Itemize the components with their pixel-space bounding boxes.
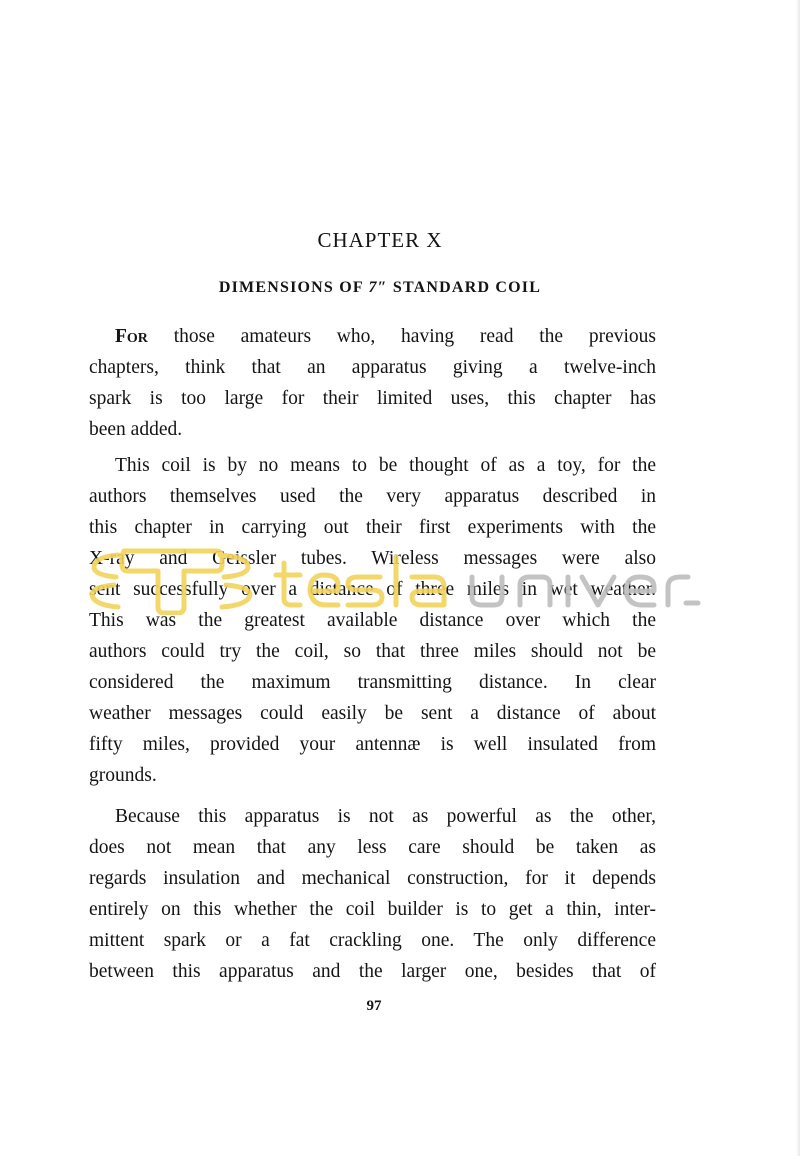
text-line: between this apparatus and the larger one, besides that of: [89, 961, 656, 982]
text-line: grounds.: [89, 765, 157, 786]
text-line: This coil is by no means to be thought of as a toy, for the: [115, 455, 656, 476]
paragraph-3: [89, 801, 656, 987]
text-line: does not mean that any less care should be taken as: [89, 837, 656, 858]
text-line: chapters, think that an apparatus giving a twelve-inch: [89, 357, 656, 378]
text-line: entirely on this whether the coil builder is to get a thin, inter-: [89, 899, 656, 920]
text-line: considered the maximum transmitting distance. In clear: [89, 672, 656, 693]
page-number: 97: [366, 998, 382, 1014]
text-line: sent successfully over a distance of three miles in wet weather.: [89, 579, 656, 600]
page-edge: [796, 0, 800, 1156]
chapter-subtitle: [0, 279, 760, 297]
text-line: weather messages could easily be sent a distance of about: [89, 703, 656, 724]
text-line: authors themselves used the very apparatus described in: [89, 486, 656, 507]
text-line: mittent spark or a fat crackling one. The only difference: [89, 930, 656, 951]
text-line: been added.: [89, 419, 183, 440]
text-line: regards insulation and mechanical construction, for it depends: [89, 868, 656, 889]
text-line: For those amateurs who, having read the previous: [115, 326, 656, 347]
subtitle-dimension: 7″: [368, 279, 388, 296]
paragraph-2: [89, 450, 656, 791]
subtitle-part-1: DIMENSIONS OF: [218, 279, 369, 296]
text-line: authors could try the coil, so that three miles should not be: [89, 641, 656, 662]
text-line: spark is too large for their limited uses, this chapter has: [89, 388, 656, 409]
subtitle-part-2: STANDARD COIL: [387, 279, 542, 296]
text-line: this chapter in carrying out their first experiments with the: [89, 517, 656, 538]
text-line: X-ray and Geissler tubes. Wireless messages were also: [89, 548, 656, 569]
text-line: fifty miles, provided your antennæ is well insulated from: [89, 734, 656, 755]
text-line: Because this apparatus is not as powerful as the other,: [115, 806, 656, 827]
chapter-title: CHAPTER X: [317, 228, 443, 252]
paragraph-1: [89, 321, 656, 445]
lead-word: For: [115, 326, 148, 347]
text-line: This was the greatest available distance over which the: [89, 610, 656, 631]
